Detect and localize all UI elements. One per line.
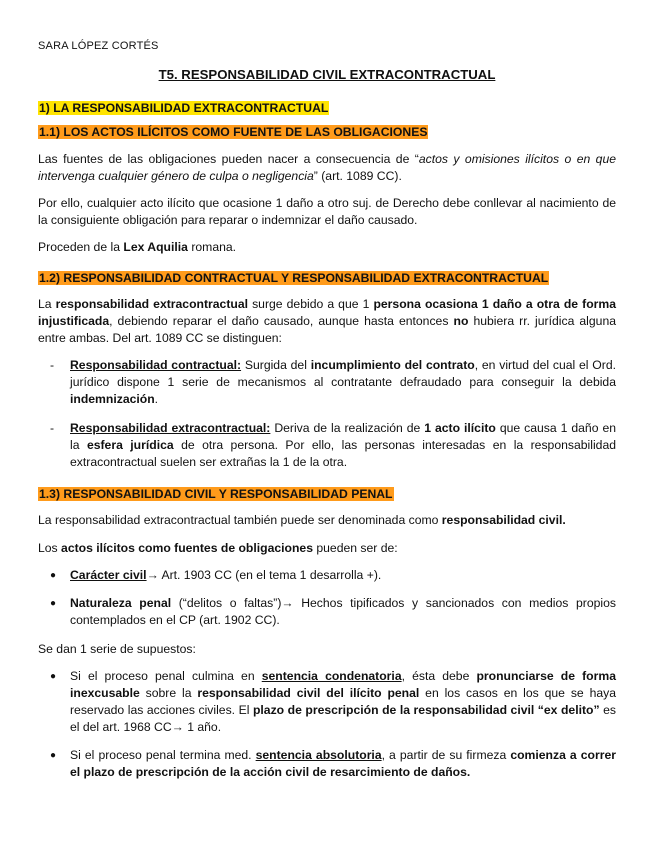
li2-b2: esfera jurídica xyxy=(86,438,174,452)
bullet-icon: ● xyxy=(50,671,57,682)
li1-term: Responsabilidad contractual: xyxy=(70,358,242,372)
p4-c: surge debido a que 1 xyxy=(248,297,374,311)
p1-quote: actos y omisiones ilícitos o en que intervenga cualquier género de culpa o negligencia xyxy=(38,152,617,183)
p1-text-c: ” (art. 1089 CC). xyxy=(313,169,402,183)
heading-1-2 xyxy=(38,270,549,287)
p3-text-a: Proceden de la xyxy=(38,240,124,254)
li2-b1: 1 acto ilícito xyxy=(424,421,496,435)
s1-b1: pronunciarse de forma inexcusable xyxy=(70,669,616,700)
bullet-absolutoria xyxy=(70,747,616,781)
b2-a: (“delitos o faltas”)→ Hechos tipificados y sancionados con medios propios contemplados en el CP (art. 1902 CC). xyxy=(70,596,616,627)
li1-c: , en virtud del cual el Ord. jurídico dispone 1 serie de mecanismos al contratante defraudado para conseguir la debida xyxy=(70,358,617,389)
p5-b: responsabilidad civil. xyxy=(441,513,566,527)
s1-f: es el del art. 1968 CC→ 1 año. xyxy=(70,703,616,734)
s1-c: , ésta debe xyxy=(401,669,477,683)
p4-a: La xyxy=(38,297,56,311)
b1-a: → Art. 1903 CC (en el tema 1 desarrolla +). xyxy=(146,568,382,582)
heading-1-1 xyxy=(38,124,428,141)
li1-a: Surgida del xyxy=(241,358,311,372)
p4-d: , debiendo reparar el daño causado, aunque hasta entonces xyxy=(109,314,454,328)
paragraph-responsabilidad xyxy=(38,296,616,347)
page-title: T5. RESPONSABILIDAD CIVIL EXTRACONTRACTUAL xyxy=(158,67,496,82)
p3-bold: Lex Aquilia xyxy=(123,240,188,254)
author-name: SARA LÓPEZ CORTÉS xyxy=(38,40,159,52)
li1-d: . xyxy=(154,392,159,406)
bullet-icon: ● xyxy=(50,570,57,581)
p6-a: Los xyxy=(38,541,62,555)
bullet-caracter-civil xyxy=(70,567,616,584)
p4-e: hubiera rr. jurídica alguna entre ambas. Del art. 1089 CC se distinguen: xyxy=(38,314,617,345)
li2-term: Responsabilidad extracontractual: xyxy=(70,421,271,435)
bullet-condenatoria xyxy=(70,668,616,736)
heading-1-2-text: 1.2) RESPONSABILIDAD CONTRACTUAL Y RESPONSABILIDAD EXTRACONTRACTUAL xyxy=(39,271,549,285)
s1-b3: plazo de prescripción de la responsabilidad civil “ex delito” xyxy=(252,703,600,717)
paragraph-actos xyxy=(38,540,616,557)
heading-1-3-text: 1.3) RESPONSABILIDAD CIVIL Y RESPONSABILIDAD PENAL xyxy=(39,487,393,501)
p1-text-a: Las fuentes de las obligaciones pueden nacer a consecuencia de “ xyxy=(38,152,419,166)
s1-bu: sentencia condenatoria xyxy=(261,669,402,683)
heading-1-3 xyxy=(38,486,394,503)
s2-b1: comienza a correr el plazo de prescripción de la acción civil de resarcimiento de daños. xyxy=(70,748,616,779)
p4-b2: persona ocasiona 1 daño a otra de forma injustificada xyxy=(38,297,616,328)
li2-a: Deriva de la realización de xyxy=(270,421,425,435)
li1-b2: indemnización xyxy=(70,392,155,406)
bullet-naturaleza-penal xyxy=(70,595,616,629)
li2-d: de otra persona. Por ello, las personas interesadas en la responsabilidad extracontractual suelen ser extrañas la 1 de la otra. xyxy=(70,438,616,469)
bullet-icon: ● xyxy=(50,750,57,761)
s2-a: Si el proceso penal termina med. xyxy=(70,748,256,762)
p4-b1: responsabilidad extracontractual xyxy=(55,297,249,311)
paragraph-fuentes xyxy=(38,151,616,185)
p4-b3: no xyxy=(453,314,469,328)
list-item-contractual xyxy=(70,357,616,408)
list-item-extracontractual xyxy=(70,420,616,471)
s1-e: en los casos en los que se haya reservado las acciones civiles. El xyxy=(70,686,616,717)
s2-c: , a partir de su firmeza xyxy=(381,748,511,762)
s2-bu: sentencia absolutoria xyxy=(255,748,382,762)
p6-b: actos ilícitos como fuentes de obligaciones xyxy=(61,541,313,555)
p5-a: La responsabilidad extracontractual también puede ser denominada como xyxy=(38,513,442,527)
b2-term: Naturaleza penal xyxy=(70,596,172,610)
s1-b2: responsabilidad civil del ilícito penal xyxy=(197,686,420,700)
dash-marker: - xyxy=(50,421,55,435)
dash-marker: - xyxy=(50,358,55,372)
paragraph-lex-aquilia xyxy=(38,239,616,256)
s1-a: Si el proceso penal culmina en xyxy=(70,669,262,683)
b1-term: Carácter civil xyxy=(70,568,147,582)
heading-1-1-text: 1.1) LOS ACTOS ILÍCITOS COMO FUENTE DE LAS OBLIGACIONES xyxy=(39,125,428,139)
paragraph-supuestos: Se dan 1 serie de supuestos: xyxy=(38,642,196,656)
li1-b1: incumplimiento del contrato xyxy=(310,358,475,372)
p6-c: pueden ser de: xyxy=(312,541,398,555)
li2-c: que causa 1 daño en la xyxy=(70,421,616,452)
p3-text-c: romana. xyxy=(187,240,237,254)
paragraph-por-ello: Por ello, cualquier acto ilícito que ocasione 1 daño a otro suj. de Derecho debe conllevar al nacimiento de la consiguiente obligación para reparar o indemnizar el daño causado. xyxy=(38,196,616,227)
bullet-icon: ● xyxy=(50,598,57,609)
heading-1-text: 1) LA RESPONSABILIDAD EXTRACONTRACTUAL xyxy=(39,101,329,115)
paragraph-civil xyxy=(38,512,616,529)
heading-1 xyxy=(38,100,329,117)
s1-d: sobre la xyxy=(139,686,198,700)
